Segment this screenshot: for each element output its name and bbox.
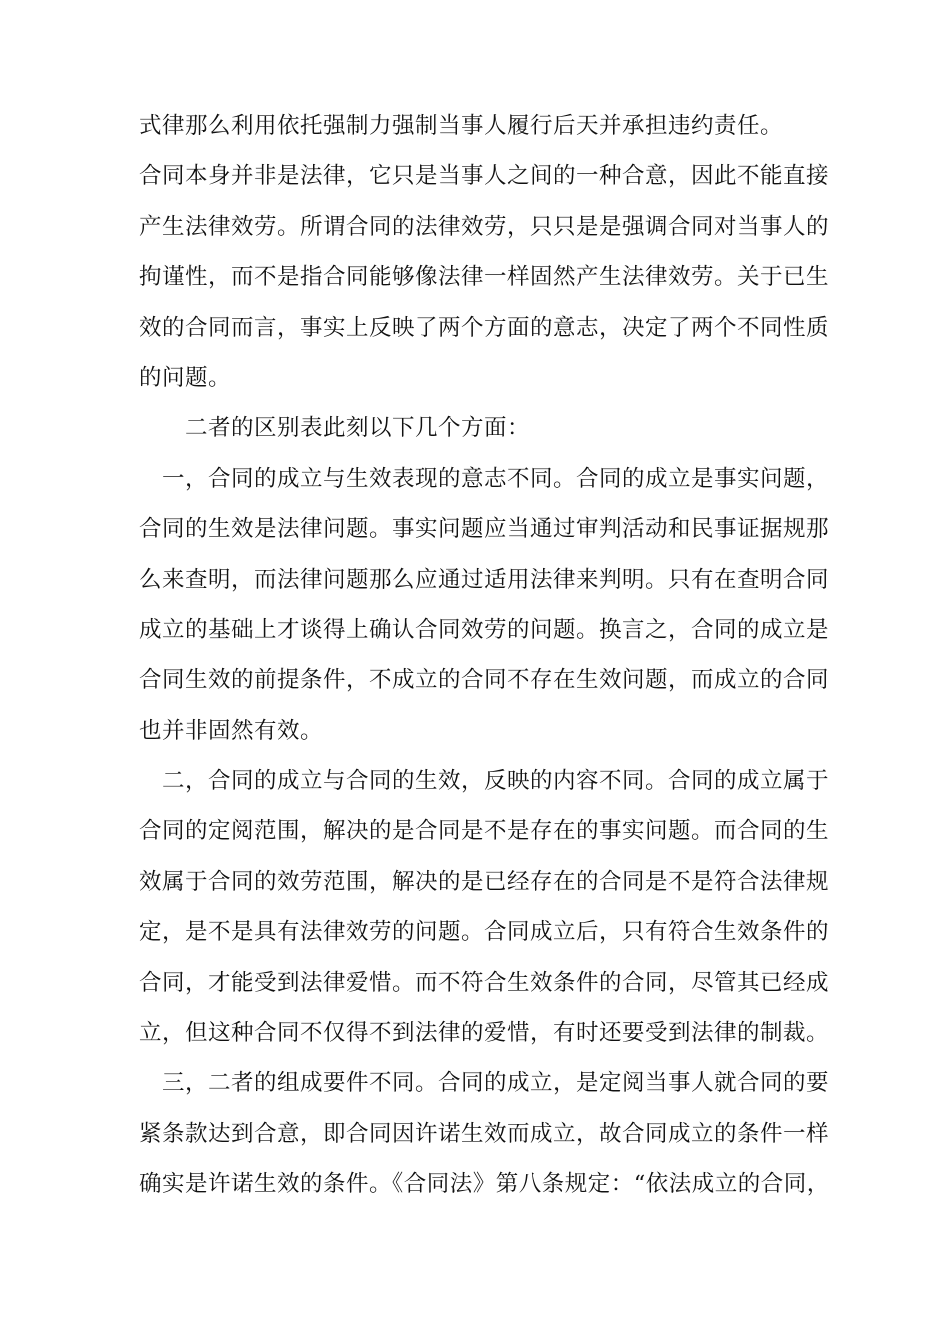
text-line: 效的合同而言，事实上反映了两个方面的意志，决定了两个不同性质 xyxy=(139,314,830,341)
text-line: 么来查明，而法律问题那么应通过适用法律来判明。只有在查明合同 xyxy=(139,566,830,593)
text-line: 合同的生效是法律问题。事实问题应当通过审判活动和民事证据规那 xyxy=(139,516,830,543)
text-line: 立，但这种合同不仅得不到法律的爱惜，有时还要受到法律的制裁。 xyxy=(139,1020,830,1047)
text-line: 合同本身并非是法律，它只是当事人之间的一种合意，因此不能直接 xyxy=(139,163,830,190)
text-line: 的问题。 xyxy=(139,364,232,391)
text-line: 合同生效的前提条件，不成立的合同不存在生效问题，而成立的合同 xyxy=(139,667,830,694)
text-line: 合同，才能受到法律爱惜。而不符合生效条件的合同，尽管其已经成 xyxy=(139,969,830,996)
text-line: 合同的定阅范围，解决的是合同是不是存在的事实问题。而合同的生 xyxy=(139,818,830,845)
text-line: 一，合同的成立与生效表现的意志不同。合同的成立是事实问题， xyxy=(139,465,830,492)
text-line: 三，二者的组成要件不同。合同的成立，是定阅当事人就合同的要 xyxy=(139,1070,830,1097)
text-line: 紧条款达到合意，即合同因许诺生效而成立，故合同成立的条件一样 xyxy=(139,1120,830,1147)
text-line: 产生法律效劳。所谓合同的法律效劳，只只是是强调合同对当事人的 xyxy=(139,213,830,240)
text-line: 二，合同的成立与合同的生效，反映的内容不同。合同的成立属于 xyxy=(139,768,830,795)
text-line: 效属于合同的效劳范围，解决的是已经存在的合同是不是符合法律规 xyxy=(139,868,830,895)
text-line: 确实是许诺生效的条件。《合同法》第八条规定：“依法成立的合同， xyxy=(139,1171,830,1198)
text-line: 式律那么利用依托强制力强制当事人履行后天并承担违约责任。 xyxy=(139,113,784,139)
text-line: 二者的区别表此刻以下几个方面： xyxy=(139,415,531,442)
text-line: 成立的基础上才谈得上确认合同效劳的问题。换言之，合同的成立是 xyxy=(139,616,830,643)
text-line: 也并非固然有效。 xyxy=(139,717,324,744)
text-line: 定，是不是具有法律效劳的问题。合同成立后，只有符合生效条件的 xyxy=(139,919,830,946)
text-line: 拘谨性，而不是指合同能够像法律一样固然产生法律效劳。关于已生 xyxy=(139,264,830,291)
document-body xyxy=(139,101,830,1210)
